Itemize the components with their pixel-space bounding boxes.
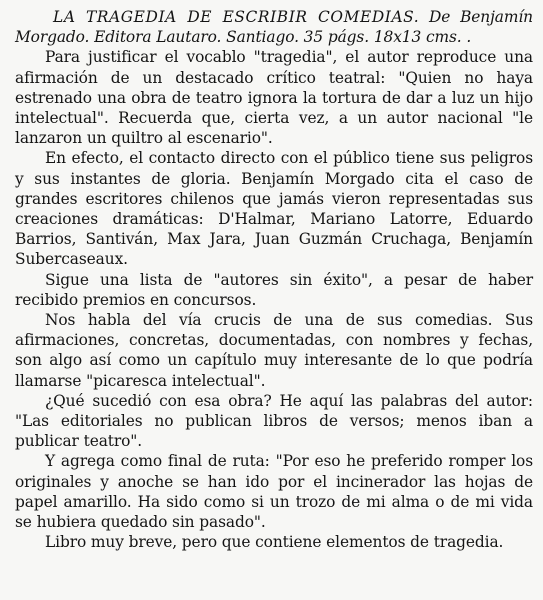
bibliographic-info: De Benjamín Morgado. Editora Lautaro. Santiago. 35 págs. 18x13 cms. . [15, 8, 533, 47]
paragraph-1: Para justificar el vocablo "tragedia", el autor reproduce una afirmación de un destacado crítico teatral: "Quien no haya estrenado una obra de teatro ignora la tortura de dar a luz un hijo intelectual". Recuerda que, cierta vez, a un autor nacional "le lanzaron un quiltro al escenario". [15, 48, 533, 148]
paragraph-5: ¿Qué sucedió con esa obra? He aquí las palabras del autor: "Las editoriales no publican libros de versos; menos iban a publicar teatro". [15, 391, 533, 451]
paragraph-4: Nos habla del vía crucis de una de sus comedias. Sus afirmaciones, concretas, documentadas, con nombres y fechas, son algo así como un capítulo muy interesante de lo que podría llamarse "picaresca intelectual". [15, 311, 533, 390]
paragraph-6: Y agrega como final de ruta: "Por eso he preferido romper los originales y anoche se han ido por el incinerador las hojas de papel amarillo. Ha sido como si un trozo de mi alma o de mi vida se hubiera quedado sin pasado". [15, 452, 533, 532]
paragraph-3: Sigue una lista de "autores sin éxito", a pesar de haber recibido premios en concursos. [15, 270, 533, 309]
review-header [15, 7, 533, 47]
paragraph-7: Libro muy breve, pero que contiene elementos de tragedia. [45, 533, 504, 552]
book-title: LA TRAGEDIA DE ESCRIBIR COMEDIAS. [53, 8, 420, 26]
paragraph-2: En efecto, el contacto directo con el público tiene sus peligros y sus instantes de gloria. Benjamín Morgado cita el caso de grandes escritores chilenos que jamás vieron representadas sus creaciones dramáticas: D'Halmar, Mariano Latorre, Eduardo Barrios, Santiván, Max Jara, Juan Guzmán Cruchaga, Benjamín Subercaseaux. [15, 149, 533, 269]
